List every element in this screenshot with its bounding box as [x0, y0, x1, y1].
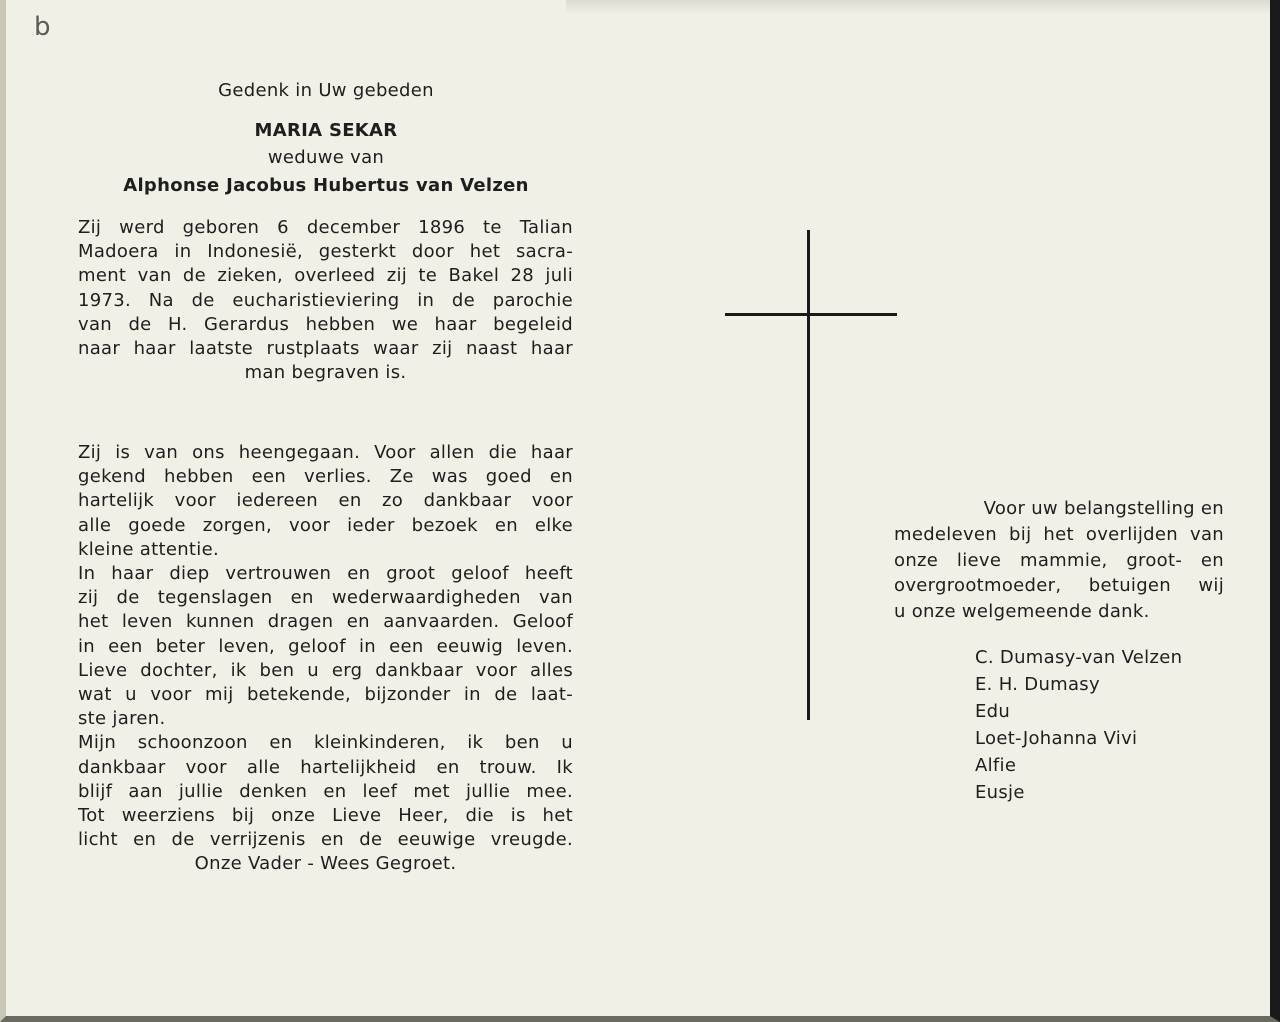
biography-line: van de H. Gerardus hebben we haar begeleid [78, 313, 573, 335]
biography-line: man begraven is. [244, 362, 407, 384]
signer-name: Edu [975, 701, 1011, 722]
tribute-line: hartelijk voor iedereen en zo dankbaar voor [78, 490, 573, 512]
tribute-line: kleine attentie. [78, 538, 219, 560]
tribute-line: alle goede zorgen, voor ieder bezoek en elke [78, 514, 573, 536]
biography-line: Madoera in Indonesië, gesterkt door het sacra- [78, 241, 573, 263]
tribute-line: gekend hebben een verlies. Ze was goed en [78, 466, 573, 488]
spouse-name: Alphonse Jacobus Hubertus van Velzen [123, 175, 529, 196]
thanks-line: overgrootmoeder, betuigen wij [894, 575, 1224, 597]
biography-line: naar haar laatste rustplaats waar zij naast haar [78, 338, 573, 360]
tribute-line: in een beter leven, geloof in een eeuwig leven. [78, 635, 573, 657]
thanks-paragraph [894, 496, 1224, 625]
biography-line: 1973. Na de eucharistieviering in de parochie [78, 289, 573, 311]
tribute-line: licht en de verrijzenis en de eeuwige vreugde. [78, 829, 573, 851]
tribute-line: dankbaar voor alle hartelijkheid en trouw. Ik [78, 756, 573, 778]
biography-line: Zij werd geboren 6 december 1896 te Talian [78, 217, 573, 238]
tribute-line: Zij is van ons heengegaan. Voor allen die haar [78, 442, 573, 463]
tribute-line: Lieve dochter, ik ben u erg dankbaar voor alles [78, 659, 573, 681]
tribute-line: het leven kunnen dragen en aanvaarden. Geloof [78, 611, 573, 633]
card-top-edge [566, 0, 1270, 14]
signer-name: E. H. Dumasy [975, 674, 1100, 695]
intro-line: Gedenk in Uw gebeden [218, 80, 434, 101]
signer-name: Eusje [975, 782, 1025, 803]
tribute-line: zij de tegenslagen en wederwaardigheden van [78, 587, 573, 609]
biography-line: ment van de zieken, overleed zij te Bakel 28 juli [78, 265, 573, 287]
tribute-line: Mijn schoonzoon en kleinkinderen, ik ben u [78, 732, 573, 754]
tribute-line: wat u voor mij betekende, bijzonder in de laat- [78, 684, 573, 706]
thanks-line: onze lieve mammie, groot- en [894, 549, 1224, 571]
signer-name: Alfie [975, 755, 1017, 776]
tribute-paragraph [78, 441, 573, 877]
corner-mark: b [34, 12, 51, 42]
biography-paragraph [78, 216, 573, 385]
signers-list [975, 644, 1182, 806]
relation-line: weduwe van [267, 147, 385, 168]
cross-horizontal-bar [725, 313, 897, 316]
deceased-name: MARIA SEKAR [254, 120, 398, 141]
tribute-line: In haar diep vertrouwen en groot geloof heeft [78, 563, 573, 585]
thanks-line: u onze welgemeende dank. [894, 601, 1150, 623]
signer-name: C. Dumasy-van Velzen [975, 647, 1183, 668]
tribute-line: ste jaren. [78, 708, 166, 730]
cross-vertical-bar [807, 230, 810, 720]
tribute-line: blijf aan jullie denken en leef met jullie mee. [78, 780, 573, 802]
signer-name: Loet-Johanna Vivi [975, 728, 1138, 749]
closing-prayer: Onze Vader - Wees Gegroet. [194, 853, 457, 875]
thanks-line: Voor uw belangstelling en [983, 498, 1224, 519]
thanks-line: medeleven bij het overlijden van [894, 523, 1224, 545]
tribute-line: Tot weerziens bij onze Lieve Heer, die is het [78, 805, 573, 827]
